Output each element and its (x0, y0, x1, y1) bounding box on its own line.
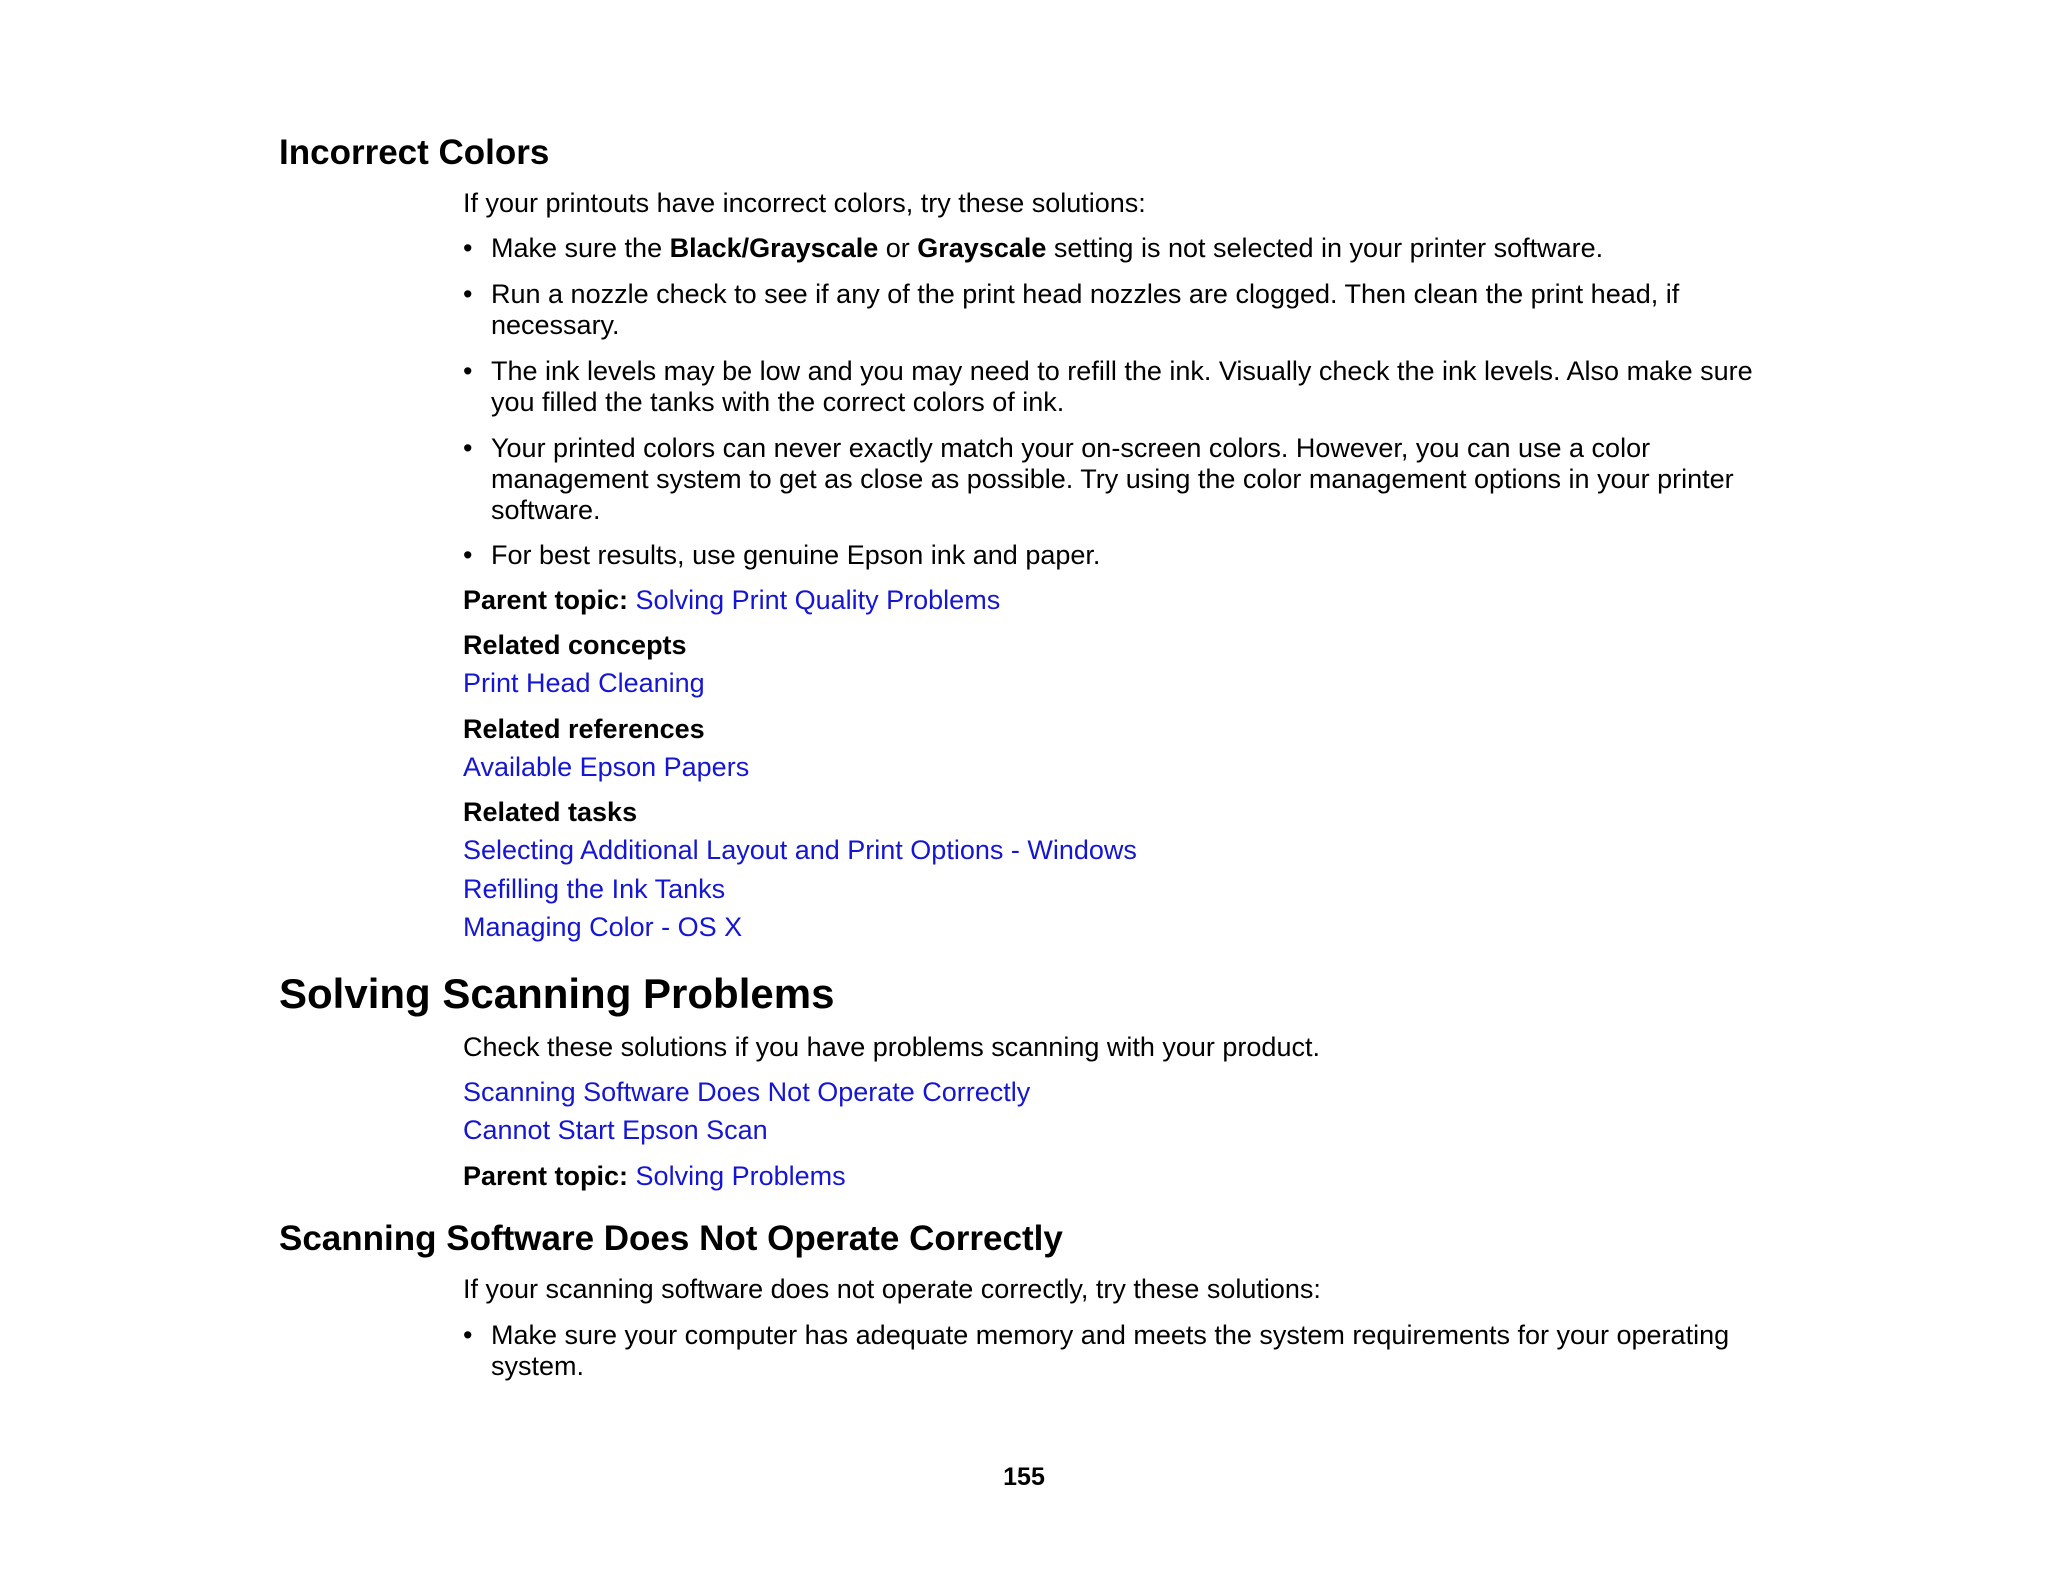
parent-topic (463, 585, 1000, 616)
managing-color-link[interactable]: Managing Color - OS X (463, 912, 743, 942)
scanning-software-intro: If your scanning software does not operate correctly, try these solutions: (463, 1274, 1321, 1304)
list-item (463, 433, 1763, 526)
list-item-text: For best results, use genuine Epson ink and paper. (491, 540, 1101, 570)
page-number: 155 (1003, 1463, 1045, 1491)
available-epson-papers-link[interactable]: Available Epson Papers (463, 752, 750, 782)
topic-link[interactable] (463, 1115, 768, 1146)
related-concept-link[interactable] (463, 668, 705, 699)
list-item-text: Make sure the Black/Grayscale or Grayscale setting is not selected in your printer software. (491, 233, 1604, 263)
bullet-marker: • (463, 433, 473, 463)
solving-scanning-intro: Check these solutions if you have problems scanning with your product. (463, 1032, 1320, 1062)
related-reference-link[interactable] (463, 752, 749, 783)
related-concepts-label: Related concepts (463, 630, 687, 660)
bullet-marker: • (463, 233, 473, 263)
incorrect-colors-heading: Incorrect Colors (279, 133, 550, 172)
list-item-text: Run a nozzle check to see if any of the print head nozzles are clogged. Then clean the print head, if necessary. (491, 279, 1680, 340)
scanning-software-heading: Scanning Software Does Not Operate Correctly (279, 1219, 1063, 1258)
list-item (463, 1320, 1763, 1382)
bullet-marker: • (463, 279, 473, 309)
cannot-start-epson-scan-link[interactable]: Cannot Start Epson Scan (463, 1115, 768, 1145)
related-task-link[interactable] (463, 874, 725, 905)
refilling-ink-tanks-link[interactable]: Refilling the Ink Tanks (463, 874, 726, 904)
list-item-text: The ink levels may be low and you may need to refill the ink. Visually check the ink levels. Also make sure you filled the tanks with the correct colors of ink. (491, 356, 1753, 417)
incorrect-colors-intro: If your printouts have incorrect colors, try these solutions: (463, 188, 1146, 218)
related-references-label: Related references (463, 714, 705, 744)
parent-topic-label: Parent topic: (463, 585, 629, 615)
list-item (463, 233, 1763, 264)
list-item (463, 279, 1763, 341)
list-item-text: Make sure your computer has adequate memory and meets the system requirements for your operating system. (491, 1320, 1730, 1381)
list-item-text: Your printed colors can never exactly match your on-screen colors. However, you can use a color management system to get as close as possible. Try using the color management options in your printer software. (491, 433, 1734, 525)
topic-link[interactable] (463, 1077, 1030, 1108)
setting-name: Grayscale (917, 233, 1047, 263)
parent-topic (463, 1161, 846, 1192)
parent-topic-label: Parent topic: (463, 1161, 629, 1191)
related-task-link[interactable] (463, 912, 742, 943)
setting-name: Black/Grayscale (669, 233, 879, 263)
layout-print-options-link[interactable]: Selecting Additional Layout and Print Options - Windows (463, 835, 1137, 865)
list-item (463, 356, 1763, 418)
related-task-link[interactable] (463, 835, 1137, 866)
bullet-marker: • (463, 356, 473, 386)
solving-scanning-heading: Solving Scanning Problems (279, 970, 835, 1017)
scanning-software-link[interactable]: Scanning Software Does Not Operate Correctly (463, 1077, 1031, 1107)
parent-topic-link[interactable]: Solving Print Quality Problems (635, 585, 1001, 615)
bullet-marker: • (463, 540, 473, 570)
parent-topic-link[interactable]: Solving Problems (635, 1161, 846, 1191)
bullet-marker: • (463, 1320, 473, 1350)
print-head-cleaning-link[interactable]: Print Head Cleaning (463, 668, 705, 698)
related-tasks-label: Related tasks (463, 797, 638, 827)
list-item (463, 540, 1763, 571)
